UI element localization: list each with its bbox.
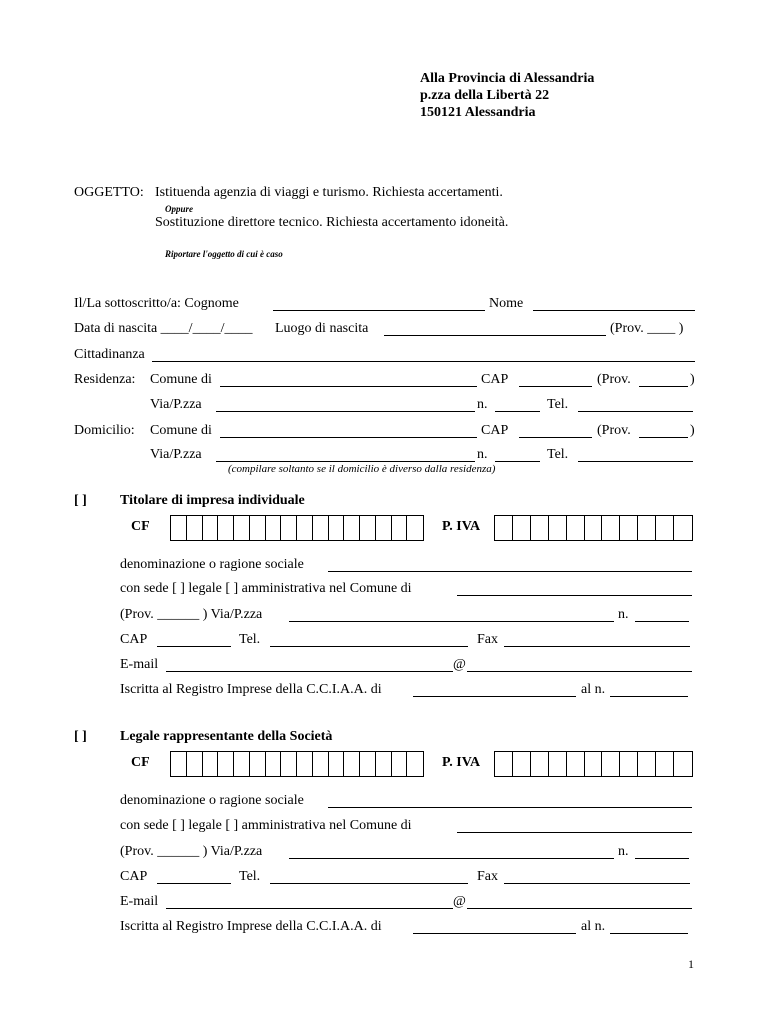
char-box[interactable] bbox=[585, 516, 603, 540]
char-box[interactable] bbox=[266, 752, 282, 776]
residence-n-label: n. bbox=[477, 397, 488, 412]
section2-tel-label: Tel. bbox=[239, 869, 261, 884]
char-box[interactable] bbox=[567, 752, 585, 776]
char-box[interactable] bbox=[549, 752, 567, 776]
domicile-note: (compilare soltanto se il domicilio è diverso dalla residenza) bbox=[228, 463, 496, 475]
section1-piva-label: P. IVA bbox=[442, 519, 481, 534]
section2-fax-label: Fax bbox=[477, 869, 498, 884]
char-box[interactable] bbox=[567, 516, 585, 540]
section1-title: Titolare di impresa individuale bbox=[120, 493, 305, 508]
char-box[interactable] bbox=[171, 516, 187, 540]
char-box[interactable] bbox=[360, 752, 376, 776]
char-box[interactable] bbox=[250, 516, 266, 540]
residence-cap-field[interactable] bbox=[519, 386, 592, 387]
residence-via-field[interactable] bbox=[216, 411, 475, 412]
section1-denominazione-label: denominazione o ragione sociale bbox=[120, 557, 304, 572]
recipient-address bbox=[420, 70, 594, 121]
section1-prov-via-label[interactable]: (Prov. ______ ) Via/P.zza bbox=[120, 607, 263, 622]
char-box[interactable] bbox=[674, 752, 692, 776]
residence-prov-close: ) bbox=[690, 372, 695, 387]
section2-fax-field[interactable] bbox=[504, 883, 690, 884]
domicile-prov-field[interactable] bbox=[639, 437, 688, 438]
char-box[interactable] bbox=[531, 516, 549, 540]
section2-cap-label: CAP bbox=[120, 869, 148, 884]
char-box[interactable] bbox=[407, 516, 423, 540]
char-box[interactable] bbox=[344, 752, 360, 776]
residence-label: Residenza: bbox=[74, 372, 136, 387]
domicile-prov-close: ) bbox=[690, 423, 695, 438]
domicile-tel-label: Tel. bbox=[547, 447, 569, 462]
subject-label: OGGETTO: bbox=[74, 185, 144, 200]
residence-n-field[interactable] bbox=[495, 411, 540, 412]
subject-note: Riportare l'oggetto di cui è caso bbox=[165, 249, 283, 259]
char-box[interactable] bbox=[360, 516, 376, 540]
section2-via-field[interactable] bbox=[289, 858, 614, 859]
domicile-comune-field[interactable] bbox=[220, 437, 477, 438]
birth-prov-label[interactable]: (Prov. ____ ) bbox=[610, 321, 684, 336]
section2-tel-field[interactable] bbox=[270, 883, 468, 884]
char-box[interactable] bbox=[407, 752, 423, 776]
section1-aln-label: al n. bbox=[581, 682, 606, 697]
char-box[interactable] bbox=[602, 516, 620, 540]
char-box[interactable] bbox=[313, 516, 329, 540]
section2-at-sign: @ bbox=[453, 894, 466, 909]
section2-email-user-field[interactable] bbox=[166, 908, 453, 909]
section2-prov-via-label[interactable]: (Prov. ______ ) Via/P.zza bbox=[120, 844, 263, 859]
section1-email-user-field[interactable] bbox=[166, 671, 453, 672]
address-line-3: 150121 Alessandria bbox=[420, 105, 536, 120]
section2-denominazione-label: denominazione o ragione sociale bbox=[120, 793, 304, 808]
section2-email-label: E-mail bbox=[120, 894, 159, 909]
residence-cap-label: CAP bbox=[481, 372, 509, 387]
domicile-n-field[interactable] bbox=[495, 461, 540, 462]
char-box[interactable] bbox=[218, 752, 234, 776]
char-box[interactable] bbox=[250, 752, 266, 776]
char-box[interactable] bbox=[234, 752, 250, 776]
char-box[interactable] bbox=[602, 752, 620, 776]
char-box[interactable] bbox=[187, 516, 203, 540]
char-box[interactable] bbox=[513, 752, 531, 776]
residence-tel-field[interactable] bbox=[578, 411, 693, 412]
section2-checkbox[interactable]: [ ] bbox=[74, 729, 87, 744]
section2-comune-field[interactable] bbox=[457, 832, 692, 833]
name-field[interactable] bbox=[533, 310, 695, 311]
char-box[interactable] bbox=[495, 516, 513, 540]
section1-comune-field[interactable] bbox=[457, 595, 692, 596]
section1-email-label: E-mail bbox=[120, 657, 159, 672]
section1-n-label: n. bbox=[618, 607, 629, 622]
residence-comune-field[interactable] bbox=[220, 386, 477, 387]
domicile-cap-label: CAP bbox=[481, 423, 509, 438]
domicile-label: Domicilio: bbox=[74, 423, 135, 438]
section2-denominazione-field[interactable] bbox=[328, 807, 692, 808]
section2-n-field[interactable] bbox=[635, 858, 689, 859]
char-box[interactable] bbox=[638, 752, 656, 776]
residence-prov-label: (Prov. bbox=[597, 372, 631, 387]
domicile-comune-label: Comune di bbox=[150, 423, 212, 438]
char-box[interactable] bbox=[620, 752, 638, 776]
char-box[interactable] bbox=[218, 516, 234, 540]
char-box[interactable] bbox=[171, 752, 187, 776]
section1-via-field[interactable] bbox=[289, 621, 614, 622]
char-box[interactable] bbox=[313, 752, 329, 776]
section2-n-label: n. bbox=[618, 844, 629, 859]
char-box[interactable] bbox=[344, 516, 360, 540]
section2-sede-label[interactable]: con sede [ ] legale [ ] amministrativa nel Comune di bbox=[120, 818, 412, 833]
address-line-2: p.zza della Libertà 22 bbox=[420, 88, 550, 103]
section1-fax-field[interactable] bbox=[504, 646, 690, 647]
section1-tel-field[interactable] bbox=[270, 646, 468, 647]
surname-label: Il/La sottoscritto/a: Cognome bbox=[74, 296, 239, 311]
residence-prov-field[interactable] bbox=[639, 386, 688, 387]
address-line-1: Alla Provincia di Alessandria bbox=[420, 71, 595, 86]
char-box[interactable] bbox=[656, 752, 674, 776]
domicile-via-label: Via/P.zza bbox=[150, 447, 202, 462]
section2-registro-label: Iscritta al Registro Imprese della C.C.I.A.A. di bbox=[120, 919, 382, 934]
char-box[interactable] bbox=[620, 516, 638, 540]
char-box[interactable] bbox=[513, 516, 531, 540]
section2-cap-field[interactable] bbox=[157, 883, 231, 884]
domicile-via-field[interactable] bbox=[216, 461, 475, 462]
char-box[interactable] bbox=[329, 516, 345, 540]
surname-field[interactable] bbox=[273, 310, 485, 311]
char-box[interactable] bbox=[234, 516, 250, 540]
char-box[interactable] bbox=[376, 752, 392, 776]
section1-cf-boxes[interactable] bbox=[170, 515, 424, 541]
char-box[interactable] bbox=[297, 752, 313, 776]
char-box[interactable] bbox=[549, 516, 567, 540]
section1-checkbox[interactable]: [ ] bbox=[74, 493, 87, 508]
char-box[interactable] bbox=[392, 516, 408, 540]
char-box[interactable] bbox=[297, 516, 313, 540]
section2-email-domain-field[interactable] bbox=[467, 908, 692, 909]
birth-place-field[interactable] bbox=[384, 335, 606, 336]
birth-place-label: Luogo di nascita bbox=[275, 321, 369, 336]
section1-cap-field[interactable] bbox=[157, 646, 231, 647]
section1-registro-label: Iscritta al Registro Imprese della C.C.I.A.A. di bbox=[120, 682, 382, 697]
section1-denominazione-field[interactable] bbox=[328, 571, 692, 572]
section1-piva-boxes[interactable] bbox=[494, 515, 693, 541]
section2-registro-field[interactable] bbox=[413, 933, 576, 934]
char-box[interactable] bbox=[281, 516, 297, 540]
char-box[interactable] bbox=[495, 752, 513, 776]
residence-via-label: Via/P.zza bbox=[150, 397, 202, 412]
char-box[interactable] bbox=[585, 752, 603, 776]
section1-at-sign: @ bbox=[453, 657, 466, 672]
domicile-n-label: n. bbox=[477, 447, 488, 462]
citizenship-label: Cittadinanza bbox=[74, 347, 145, 362]
char-box[interactable] bbox=[674, 516, 692, 540]
name-label: Nome bbox=[489, 296, 524, 311]
section1-n-field[interactable] bbox=[635, 621, 689, 622]
section1-email-domain-field[interactable] bbox=[467, 671, 692, 672]
birth-date-label[interactable]: Data di nascita ____/____/____ bbox=[74, 321, 253, 336]
citizenship-field[interactable] bbox=[152, 361, 695, 362]
section1-aln-field[interactable] bbox=[610, 696, 688, 697]
page-number: 1 bbox=[688, 957, 694, 971]
domicile-tel-field[interactable] bbox=[578, 461, 693, 462]
char-box[interactable] bbox=[329, 752, 345, 776]
section2-cf-label: CF bbox=[131, 755, 150, 770]
section2-piva-label: P. IVA bbox=[442, 755, 481, 770]
section1-sede-label[interactable]: con sede [ ] legale [ ] amministrativa nel Comune di bbox=[120, 581, 412, 596]
char-box[interactable] bbox=[531, 752, 549, 776]
char-box[interactable] bbox=[203, 752, 219, 776]
char-box[interactable] bbox=[376, 516, 392, 540]
subject-or: Oppure bbox=[165, 204, 194, 214]
section1-tel-label: Tel. bbox=[239, 632, 261, 647]
section1-cf-label: CF bbox=[131, 519, 150, 534]
section1-cap-label: CAP bbox=[120, 632, 148, 647]
char-box[interactable] bbox=[656, 516, 674, 540]
section2-title: Legale rappresentante della Società bbox=[120, 729, 333, 744]
section2-aln-field[interactable] bbox=[610, 933, 688, 934]
domicile-prov-label: (Prov. bbox=[597, 423, 631, 438]
section2-cf-boxes[interactable] bbox=[170, 751, 424, 777]
residence-comune-label: Comune di bbox=[150, 372, 212, 387]
section1-fax-label: Fax bbox=[477, 632, 498, 647]
subject-option-2: Sostituzione direttore tecnico. Richiesta accertamento idoneità. bbox=[155, 215, 509, 230]
char-box[interactable] bbox=[281, 752, 297, 776]
domicile-cap-field[interactable] bbox=[519, 437, 592, 438]
section1-registro-field[interactable] bbox=[413, 696, 576, 697]
char-box[interactable] bbox=[203, 516, 219, 540]
char-box[interactable] bbox=[392, 752, 408, 776]
section2-aln-label: al n. bbox=[581, 919, 606, 934]
char-box[interactable] bbox=[187, 752, 203, 776]
residence-tel-label: Tel. bbox=[547, 397, 569, 412]
char-box[interactable] bbox=[638, 516, 656, 540]
section2-piva-boxes[interactable] bbox=[494, 751, 693, 777]
subject-option-1: Istituenda agenzia di viaggi e turismo. Richiesta accertamenti. bbox=[155, 185, 503, 200]
char-box[interactable] bbox=[266, 516, 282, 540]
